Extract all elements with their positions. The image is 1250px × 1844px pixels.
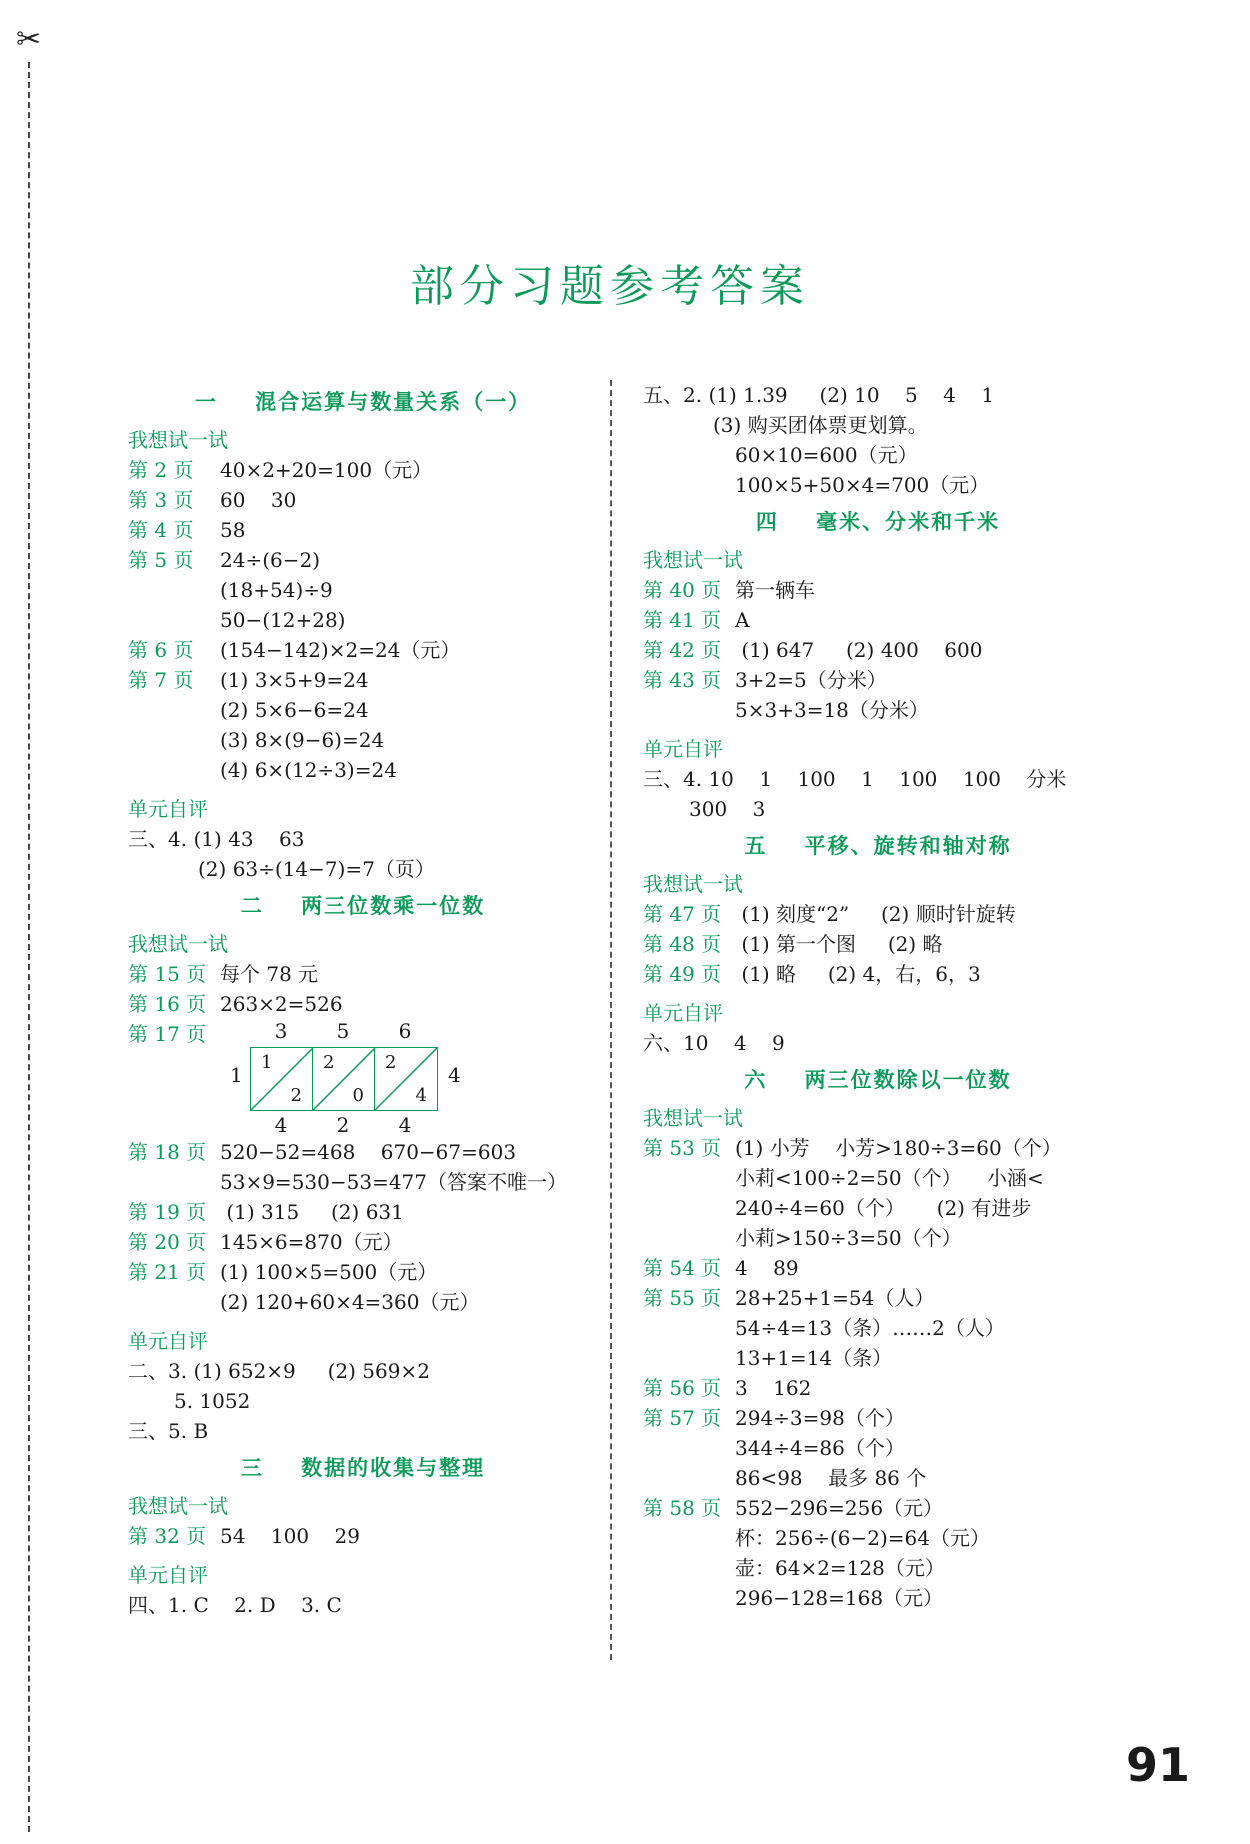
carryover-answer: 五、2. (1) 1.39 (2) 10 5 4 1 xyxy=(643,383,995,407)
page-ref: 第 4 页 xyxy=(128,518,194,542)
answer-continued: (18+54)÷9 xyxy=(220,578,333,602)
answer-row xyxy=(128,959,598,989)
answer-row xyxy=(643,665,1113,695)
answer-row xyxy=(128,515,598,545)
unit-answer: 三、4. 10 1 100 1 100 100 分米 xyxy=(643,767,1067,791)
unit-answer: 二、3. (1) 652×9 (2) 569×2 xyxy=(128,1359,430,1383)
page-ref: 第 20 页 xyxy=(128,1230,207,1254)
answer-continued: (2) 120+60×4=360（元） xyxy=(220,1290,480,1314)
answer-continued: 50−(12+28) xyxy=(220,608,346,632)
page-ref: 第 49 页 xyxy=(643,962,722,986)
unit-review-label: 单元自评 xyxy=(128,797,208,821)
page-ref: 第 55 页 xyxy=(643,1286,722,1310)
answer: 4 89 xyxy=(735,1256,799,1280)
section-heading-6: 六 两三位数除以一位数 xyxy=(744,1068,1012,1092)
answer: 294÷3=98（个） xyxy=(735,1406,905,1430)
section-heading-5: 五 平移、旋转和轴对称 xyxy=(744,834,1012,858)
page-ref: 第 7 页 xyxy=(128,668,194,692)
page-ref: 第 3 页 xyxy=(128,488,194,512)
grid-cell xyxy=(313,1048,375,1110)
page-ref: 第 43 页 xyxy=(643,668,722,692)
try-label: 我想试一试 xyxy=(643,1106,743,1130)
try-label: 我想试一试 xyxy=(128,428,228,452)
page-ref: 第 58 页 xyxy=(643,1496,722,1520)
answer-row xyxy=(128,989,598,1019)
answer-row xyxy=(643,1253,1113,1283)
answer: 263×2=526 xyxy=(220,992,343,1016)
page-ref: 第 18 页 xyxy=(128,1140,207,1164)
cut-line xyxy=(28,62,30,1832)
lattice-multiplication-grid xyxy=(220,1019,598,1137)
answer-row xyxy=(643,1133,1113,1163)
grid-top-digit: 3 xyxy=(274,1019,288,1043)
column-divider xyxy=(610,380,612,1660)
answer-row xyxy=(643,929,1113,959)
answer-continued: 86<98 最多 86 个 xyxy=(735,1466,927,1490)
page-ref: 第 5 页 xyxy=(128,548,194,572)
answer-continued: 5×3+3=18（分米） xyxy=(735,698,929,722)
answer-row xyxy=(643,899,1113,929)
page-ref: 第 6 页 xyxy=(128,638,194,662)
page-ref: 第 19 页 xyxy=(128,1200,207,1224)
answer-row xyxy=(643,605,1113,635)
answer: 552−296=256（元） xyxy=(735,1496,944,1520)
answer-row xyxy=(128,635,598,665)
try-label: 我想试一试 xyxy=(128,1494,228,1518)
carryover-answer: 100×5+50×4=700（元） xyxy=(735,473,990,497)
left-column xyxy=(128,380,598,1620)
page-ref: 第 2 页 xyxy=(128,458,194,482)
unit-answer: 5. 1052 xyxy=(174,1389,251,1413)
page-ref: 第 21 页 xyxy=(128,1260,207,1284)
answer-continued: (2) 5×6−6=24 xyxy=(220,698,369,722)
grid-right-digit: 4 xyxy=(448,1063,461,1087)
answer: (1) 315 (2) 631 xyxy=(220,1200,404,1224)
page-ref: 第 40 页 xyxy=(643,578,722,602)
answer-row xyxy=(643,1403,1113,1433)
page-ref: 第 41 页 xyxy=(643,608,722,632)
page-ref: 第 15 页 xyxy=(128,962,207,986)
section-heading-1: 一 混合运算与数量关系（一） xyxy=(194,390,532,414)
answer: A xyxy=(735,608,750,632)
cell-ones: 2 xyxy=(290,1085,302,1106)
page-ref: 第 32 页 xyxy=(128,1524,207,1548)
page-title: 部分习题参考答案 xyxy=(410,261,810,312)
answer-continued: 240÷4=60（个） (2) 有进步 xyxy=(735,1196,1032,1220)
try-label: 我想试一试 xyxy=(643,872,743,896)
page-ref: 第 56 页 xyxy=(643,1376,722,1400)
answer-row xyxy=(128,1197,598,1227)
answer: 54 100 29 xyxy=(220,1524,360,1548)
cell-tens: 1 xyxy=(261,1052,273,1073)
unit-review-label: 单元自评 xyxy=(643,737,723,761)
answer-continued: 53×9=530−53=477（答案不唯一） xyxy=(220,1170,568,1194)
answer: (1) 第一个图 (2) 略 xyxy=(735,932,943,956)
answer-continued: 杯：256÷(6−2)=64（元） xyxy=(735,1526,990,1550)
grid-cell xyxy=(251,1048,313,1110)
try-label: 我想试一试 xyxy=(643,548,743,572)
answer-row xyxy=(643,959,1113,989)
answer-row xyxy=(643,575,1113,605)
answer-row xyxy=(128,665,598,695)
grid-bottom-digit: 4 xyxy=(398,1113,412,1137)
answer-row xyxy=(128,1521,598,1551)
unit-review-label: 单元自评 xyxy=(128,1329,208,1353)
answer-row xyxy=(128,1137,598,1167)
answer: 58 xyxy=(220,518,246,542)
unit-answer: 六、10 4 9 xyxy=(643,1031,785,1055)
page-ref: 第 57 页 xyxy=(643,1406,722,1430)
carryover-answer: 60×10=600（元） xyxy=(735,443,918,467)
grid-cell xyxy=(375,1048,437,1110)
answer: 每个 78 元 xyxy=(220,962,319,986)
answer-continued: (3) 8×(9−6)=24 xyxy=(220,728,385,752)
answer-continued: 13+1=14（条） xyxy=(735,1346,893,1370)
grid-bottom-digit: 4 xyxy=(274,1113,288,1137)
answer-continued: 壶：64×2=128（元） xyxy=(735,1556,945,1580)
answer-continued: 54÷4=13（条）……2（人） xyxy=(735,1316,1005,1340)
unit-review-label: 单元自评 xyxy=(643,1001,723,1025)
grid-bottom-digit: 2 xyxy=(336,1113,350,1137)
answer: (1) 小芳 小芳>180÷3=60（个） xyxy=(735,1136,1062,1160)
page-ref: 第 48 页 xyxy=(643,932,722,956)
answer-continued: 296−128=168（元） xyxy=(735,1586,944,1610)
answer-continued: 344÷4=86（个） xyxy=(735,1436,905,1460)
answer-row xyxy=(128,545,598,575)
unit-answer: 四、1. C 2. D 3. C xyxy=(128,1593,342,1617)
answer-continued: 小莉<100÷2=50（个） 小涵< xyxy=(735,1166,1044,1190)
answer: 24÷(6−2) xyxy=(220,548,321,572)
unit-answer: 三、4. (1) 43 63 xyxy=(128,827,305,851)
carryover-answer: (3) 购买团体票更划算。 xyxy=(713,413,928,437)
answer: 3 162 xyxy=(735,1376,812,1400)
unit-answer: 300 3 xyxy=(689,797,766,821)
answer-row xyxy=(128,485,598,515)
answer: 第一辆车 xyxy=(735,578,815,602)
answer: 28+25+1=54（人） xyxy=(735,1286,935,1310)
page-ref: 第 16 页 xyxy=(128,992,207,1016)
right-column xyxy=(643,380,1113,1613)
answer: 145×6=870（元） xyxy=(220,1230,403,1254)
unit-review-label: 单元自评 xyxy=(128,1563,208,1587)
section-heading-3: 三 数据的收集与整理 xyxy=(240,1456,486,1480)
answer: 3+2=5（分米） xyxy=(735,668,887,692)
answer: (1) 100×5=500（元） xyxy=(220,1260,438,1284)
answer-row xyxy=(643,1373,1113,1403)
answer: 40×2+20=100（元） xyxy=(220,458,433,482)
answer: (1) 3×5+9=24 xyxy=(220,668,369,692)
cell-tens: 2 xyxy=(385,1052,397,1073)
answer: 60 30 xyxy=(220,488,297,512)
answer: (1) 647 (2) 400 600 xyxy=(735,638,983,662)
cell-ones: 0 xyxy=(352,1085,364,1106)
answer-continued: 小莉>150÷3=50（个） xyxy=(735,1226,962,1250)
answer-row xyxy=(128,455,598,485)
page-ref: 第 42 页 xyxy=(643,638,722,662)
page-ref: 第 47 页 xyxy=(643,902,722,926)
grid-box xyxy=(250,1047,438,1111)
answer-row xyxy=(643,1493,1113,1523)
answer-continued: (4) 6×(12÷3)=24 xyxy=(220,758,397,782)
cell-tens: 2 xyxy=(323,1052,335,1073)
page-ref: 第 53 页 xyxy=(643,1136,722,1160)
page-ref: 第 54 页 xyxy=(643,1256,722,1280)
grid-left-digit: 1 xyxy=(230,1063,243,1087)
scissors-icon: ✂ xyxy=(16,22,42,57)
section-heading-2: 二 两三位数乘一位数 xyxy=(240,894,486,918)
answer-row xyxy=(128,1227,598,1257)
answer: 520−52=468 670−67=603 xyxy=(220,1140,517,1164)
grid-top-digit: 5 xyxy=(336,1019,350,1043)
unit-answer: 三、5. B xyxy=(128,1419,209,1443)
try-label: 我想试一试 xyxy=(128,932,228,956)
page-ref: 第 17 页 xyxy=(128,1022,207,1046)
section-heading-4: 四 毫米、分米和千米 xyxy=(755,510,1001,534)
unit-answer: (2) 63÷(14−7)=7（页） xyxy=(198,857,435,881)
answer: (1) 刻度“2” (2) 顺时针旋转 xyxy=(735,902,1016,926)
page-number: 91 xyxy=(1125,1738,1190,1792)
answer-row xyxy=(643,635,1113,665)
grid-top-digit: 6 xyxy=(398,1019,412,1043)
cell-ones: 4 xyxy=(415,1085,427,1106)
answer-row xyxy=(643,1283,1113,1313)
answer: (154−142)×2=24（元） xyxy=(220,638,461,662)
answer-row xyxy=(128,1257,598,1287)
answer: (1) 略 (2) 4，右，6，3 xyxy=(735,962,981,986)
